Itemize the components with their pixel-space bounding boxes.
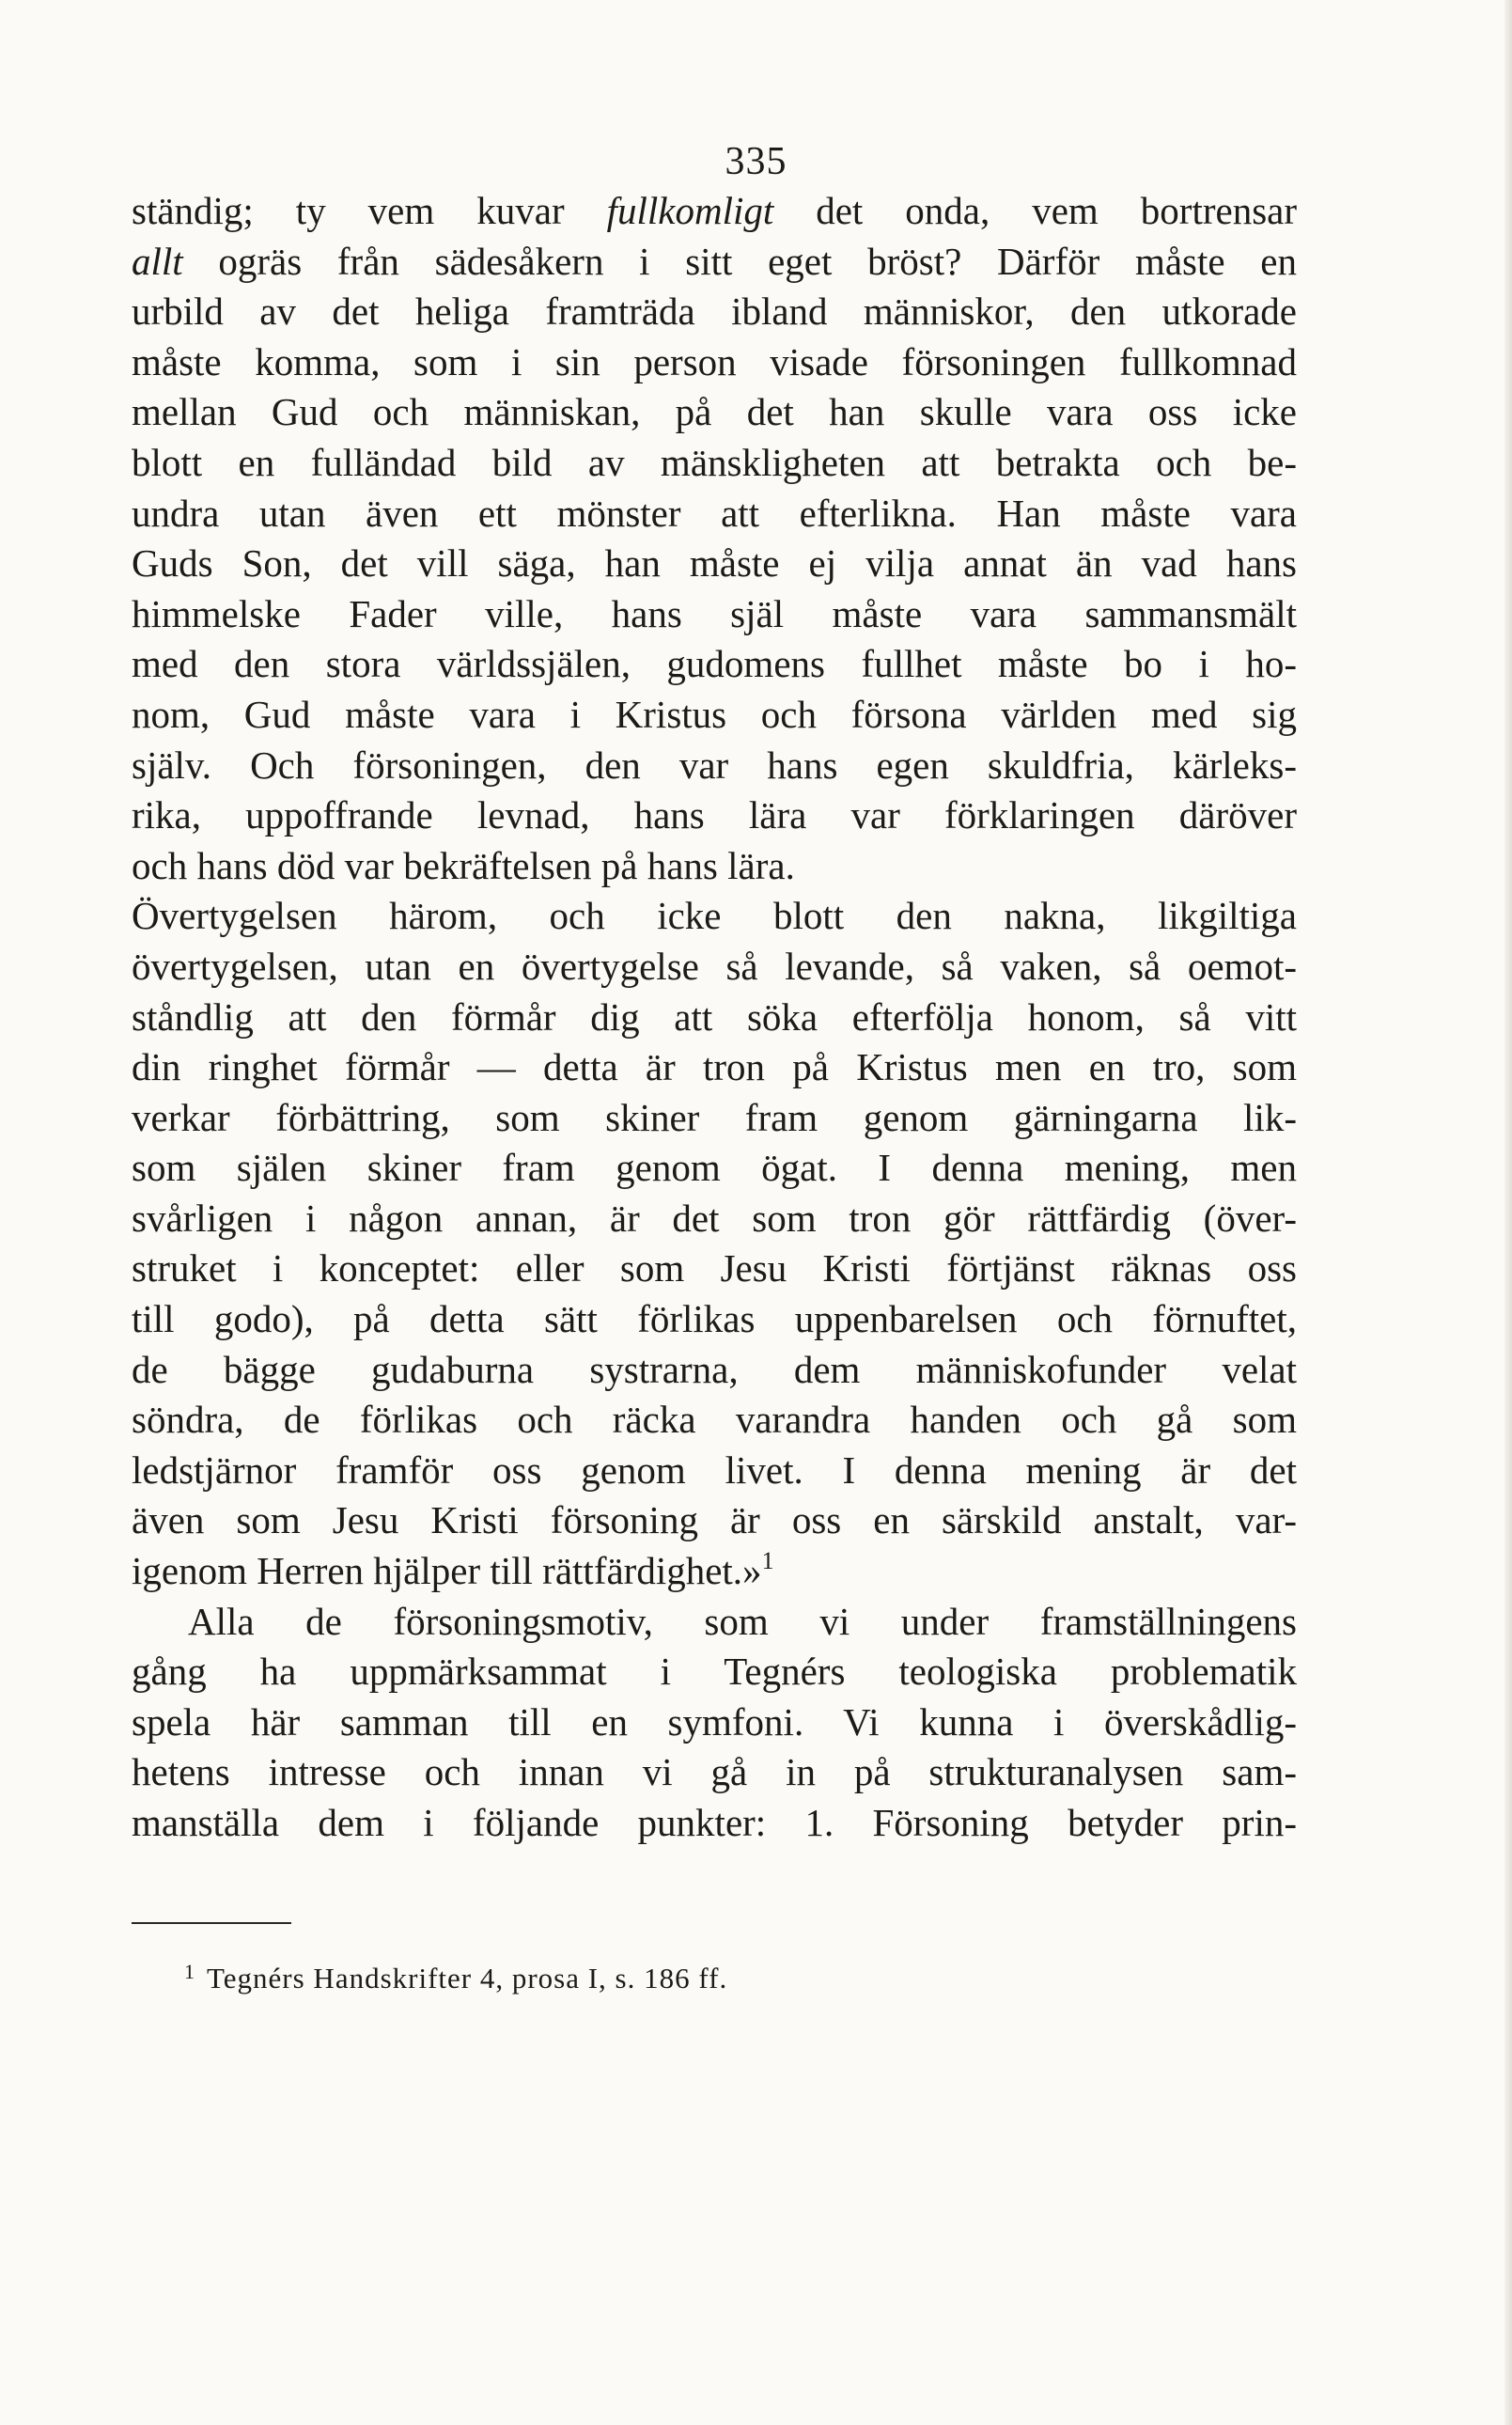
text-line: himmelske Fader ville, hans själ måste vara sammansmält xyxy=(132,591,1297,635)
text-line: urbild av det heliga framträda ibland människor, den utkorade xyxy=(132,289,1297,334)
footnote-text: Tegnérs Handskrifter 4, prosa I, s. 186 ff. xyxy=(207,1962,728,1995)
text-line: ståndlig att den förmår dig att söka efterfölja honom, så vitt xyxy=(132,994,1297,1039)
text-line xyxy=(132,186,1297,237)
text-line: gång ha uppmärksammat i Tegnérs teologiska problematik xyxy=(132,1650,1297,1694)
footnote-divider xyxy=(132,1922,291,1924)
line-text: igenom Herren hjälper till rättfärdighet.» xyxy=(132,1549,762,1593)
text-line: Övertygelsen härom, och icke blott den nakna, likgiltiga xyxy=(132,894,1297,938)
text-line: rika, uppoffrande levnad, hans lära var förklaringen däröver xyxy=(132,793,1297,837)
page-number: 335 xyxy=(725,140,787,183)
text-line: blott en fulländad bild av mänskligheten att betrakta och be- xyxy=(132,440,1297,484)
text-line: din ringhet förmår — detta är tron på Kristus men en tro, som xyxy=(132,1045,1297,1089)
footnote-reference: 1 xyxy=(761,1547,774,1575)
text-line: svårligen i någon annan, är det som tron gör rättfärdig (över- xyxy=(132,1196,1297,1240)
text-line: undra utan även ett mönster att efterlikna. Han måste vara xyxy=(132,491,1297,535)
text-line: manställa dem i följande punkter: 1. Försoning betyder prin- xyxy=(132,1801,1297,1844)
text-line: Guds Son, det vill säga, han måste ej vilja annat än vad hans xyxy=(132,541,1297,586)
text-line: hetens intresse och innan vi gå in på strukturanalysen sam- xyxy=(132,1750,1297,1794)
italic-text: allt xyxy=(132,239,183,283)
text-line: som själen skiner fram genom ögat. I denna mening, men xyxy=(132,1146,1297,1190)
text-line: mellan Gud och människan, på det han skulle vara oss icke xyxy=(132,390,1297,434)
text-line: själv. Och försoningen, den var hans egen skuldfria, kärleks- xyxy=(132,743,1297,787)
text-line: måste komma, som i sin person visade försoningen fullkomnad xyxy=(132,339,1297,383)
text-line: även som Jesu Kristi försoning är oss en särskild anstalt, var- xyxy=(132,1498,1297,1542)
text-line: med den stora världssjälen, gudomens fullhet måste bo i ho- xyxy=(132,642,1297,686)
text-line: övertygelsen, utan en övertygelse så levande, så vaken, så oemot- xyxy=(132,944,1297,988)
text-line: struket i konceptet: eller som Jesu Kristi förtjänst räknas oss xyxy=(132,1246,1297,1291)
text-line: och hans död var bekräftelsen på hans lära. xyxy=(132,843,795,887)
page-edge xyxy=(1504,0,1512,2425)
text-line: Alla de försoningsmotiv, som vi under framställningens xyxy=(188,1599,1297,1643)
text-line: söndra, de förlikas och räcka varandra handen och gå som xyxy=(132,1398,1297,1442)
line-text: ständig; ty vem kuvar xyxy=(132,189,607,232)
text-line: ledstjärnor framför oss genom livet. I denna mening är det xyxy=(132,1447,1297,1492)
text-line: spela här samman till en symfoni. Vi kunna i överskådlig- xyxy=(132,1699,1297,1744)
text-line xyxy=(132,1546,1297,1597)
line-text: ogräs från sädesåkern i sitt eget bröst? Därför måste en xyxy=(182,239,1297,283)
footnote-marker: 1 xyxy=(184,1960,195,1983)
text-line: till godo), på detta sätt förlikas uppenbarelsen och förnuftet, xyxy=(132,1297,1297,1341)
text-line: verkar förbättring, som skiner fram genom gärningarna lik- xyxy=(132,1095,1297,1139)
line-text: det onda, vem bortrensar xyxy=(773,189,1297,232)
italic-text: fullkomligt xyxy=(606,189,774,232)
body-text xyxy=(132,186,1297,1849)
text-line: de bägge gudaburna systrarna, dem människofunder velat xyxy=(132,1347,1297,1391)
text-line xyxy=(132,237,1297,288)
text-line: nom, Gud måste vara i Kristus och försona världen med sig xyxy=(132,692,1297,736)
footnote xyxy=(184,1951,727,1999)
